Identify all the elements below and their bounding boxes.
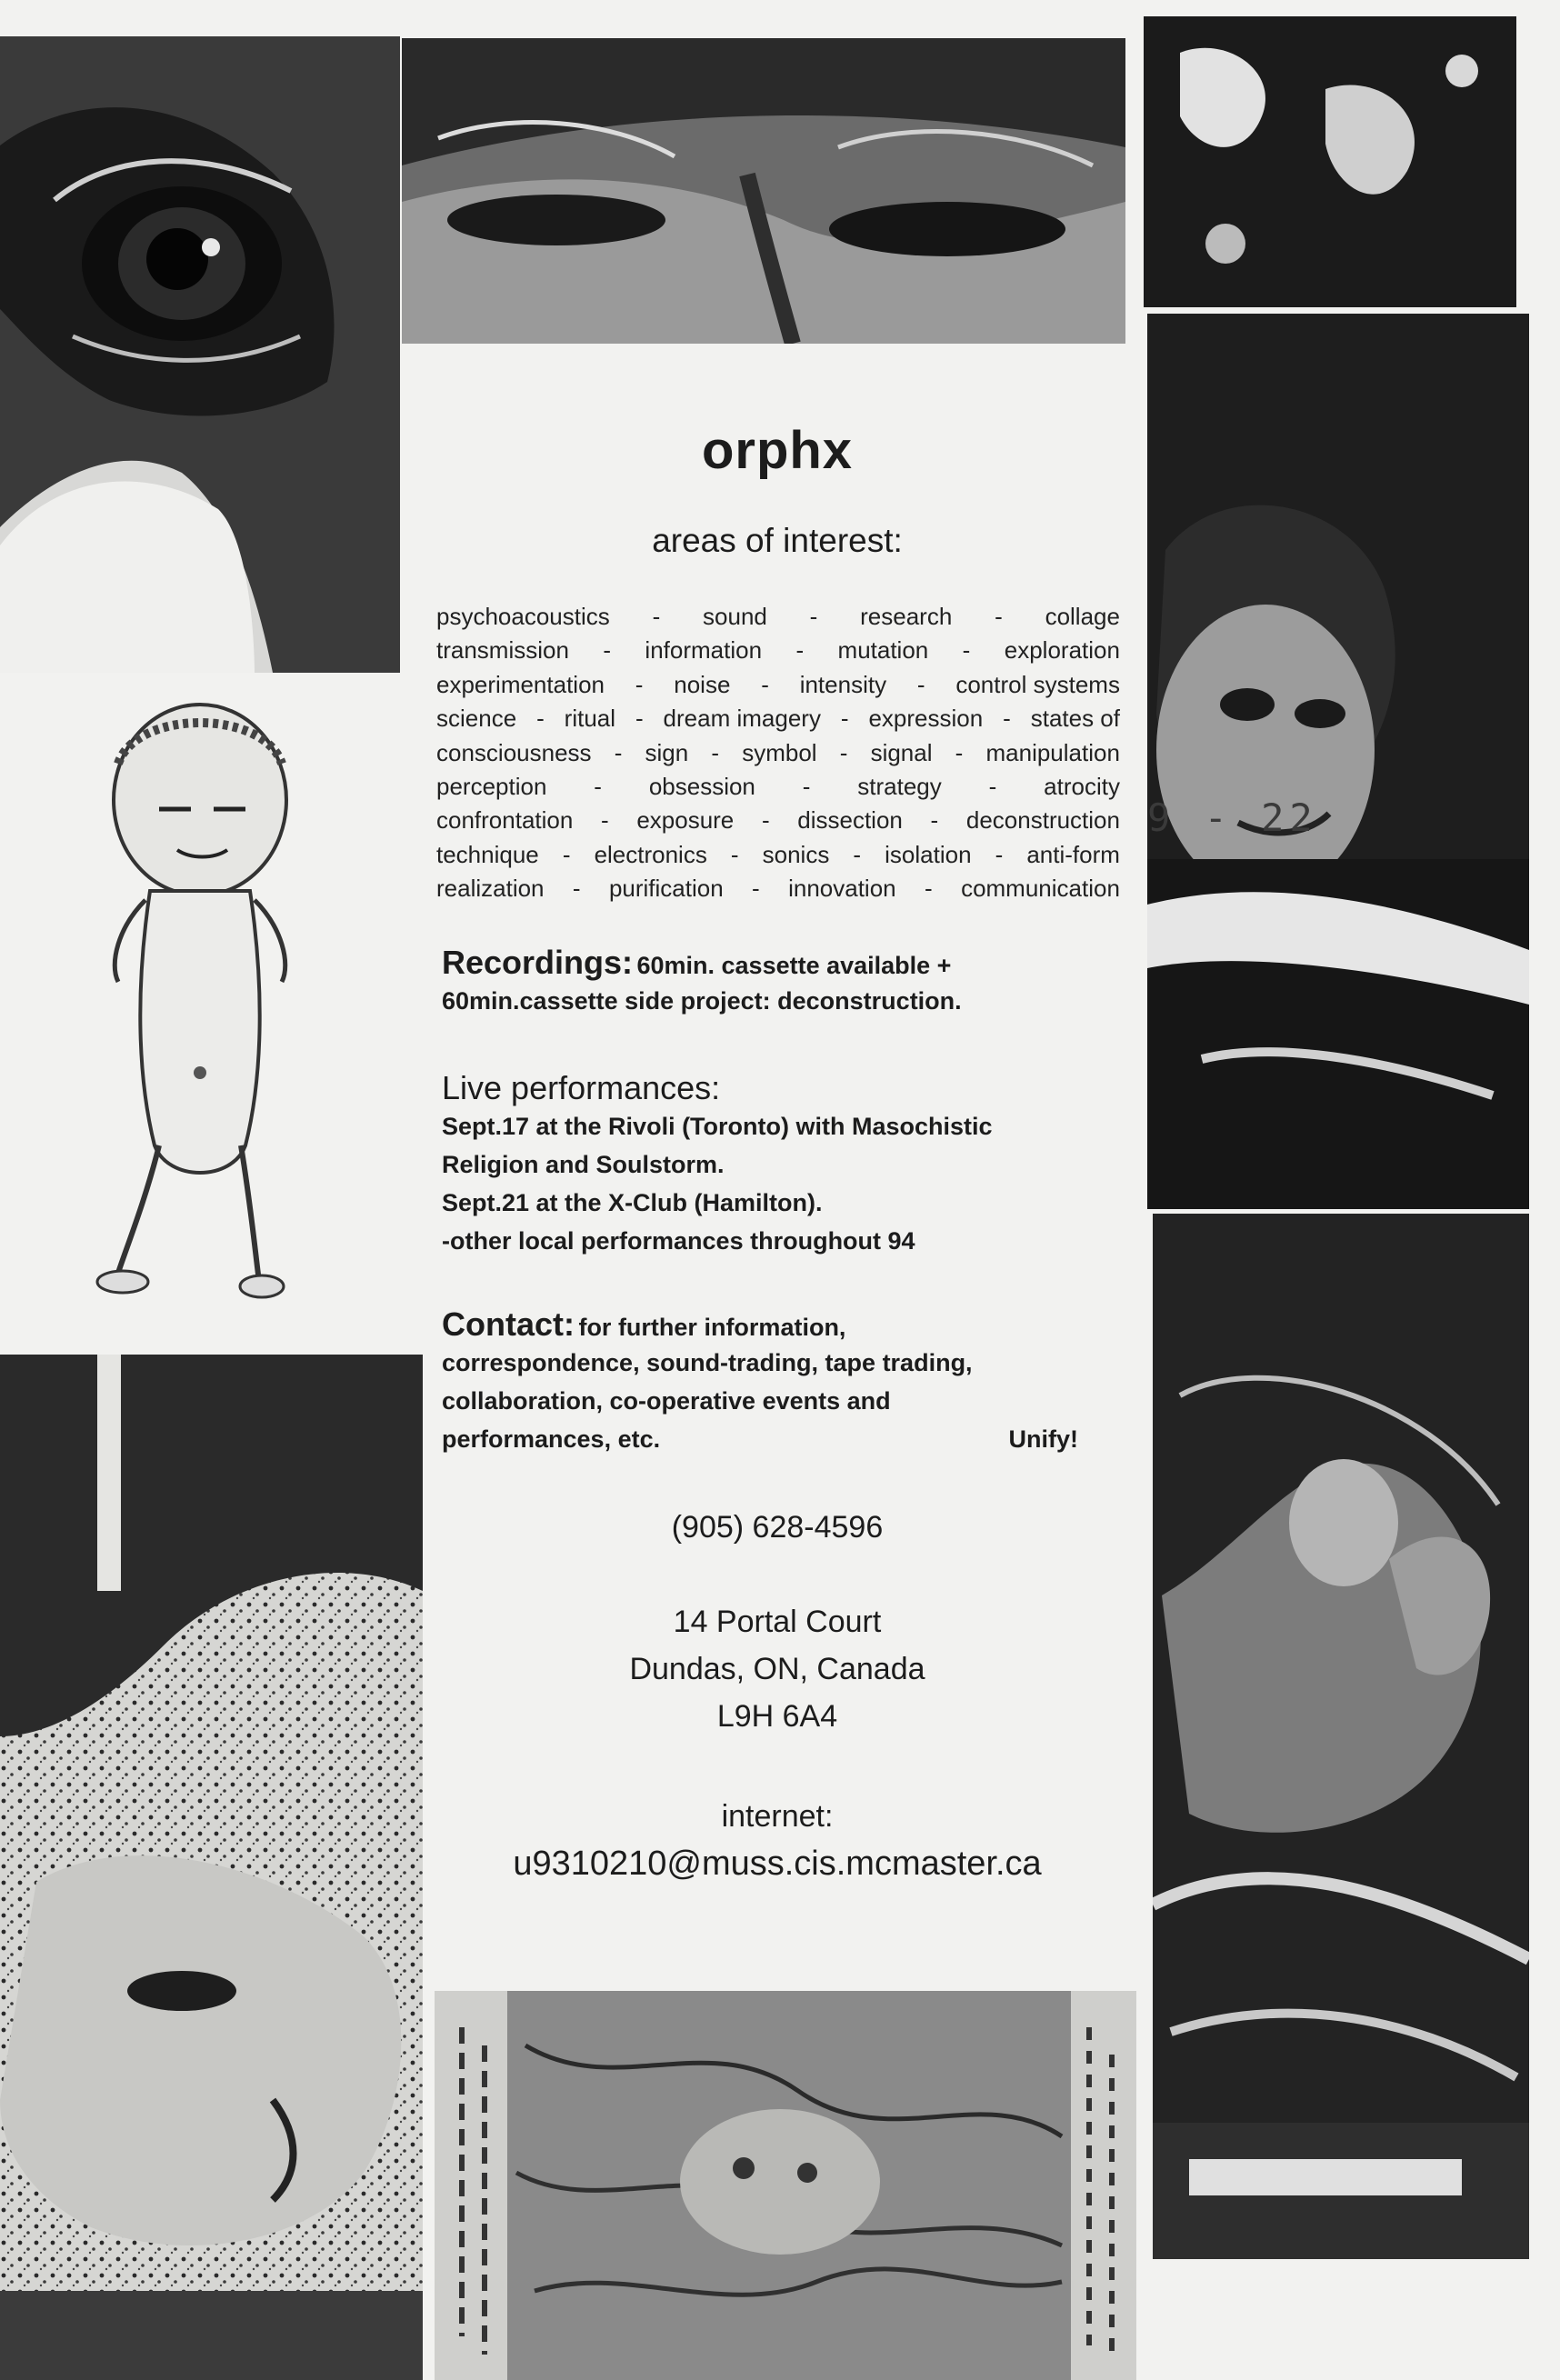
keyword-line <box>436 872 1120 905</box>
keyword-separator: - <box>594 773 602 801</box>
contact-heading: Contact: <box>442 1305 575 1343</box>
recordings-line-1 <box>442 944 1133 982</box>
keyword-separator: - <box>730 840 739 868</box>
phone-number: (905) 628-4596 <box>671 1510 884 1545</box>
band-title: orphx <box>701 421 854 480</box>
keyword: states of <box>1030 705 1120 733</box>
keyword: mutation <box>837 636 929 665</box>
keyword-separator: - <box>752 875 760 903</box>
keyword: confrontation <box>436 806 574 835</box>
keyword: communication <box>961 875 1120 903</box>
keyword-separator: - <box>562 840 571 868</box>
keyword: intensity <box>799 670 887 698</box>
keyword: manipulation <box>985 738 1120 766</box>
keyword: sign <box>645 738 689 766</box>
dark-texture-image <box>1144 16 1516 307</box>
keyword-line <box>436 702 1120 735</box>
contact-last-line <box>442 1420 1078 1458</box>
keyword-separator: - <box>711 738 720 766</box>
keyword-separator: - <box>853 840 862 868</box>
keyword: expression <box>868 705 984 733</box>
keyword: symbol <box>742 738 817 766</box>
keyword-separator: - <box>1003 705 1011 733</box>
keyword-separator: - <box>635 670 644 698</box>
recordings-text: 60min.cassette side project: deconstruction. <box>442 987 962 1015</box>
address-line: Dundas, ON, Canada <box>629 1652 925 1686</box>
keyword-separator: - <box>600 806 609 835</box>
keyword-separator: - <box>995 840 1004 868</box>
live-line: Religion and Soulstorm. <box>442 1151 725 1178</box>
keyword-separator: - <box>603 636 612 665</box>
keyword: atrocity <box>1044 773 1120 801</box>
live-line: -other local performances throughout 94 <box>442 1227 915 1255</box>
keyword: collage <box>1045 603 1120 630</box>
keyword: perception <box>436 773 547 801</box>
keyword-separator: - <box>955 738 964 766</box>
keyword: science <box>436 705 517 733</box>
keyword: noise <box>674 670 731 698</box>
keyword-separator: - <box>809 603 818 630</box>
address-block <box>427 1598 1127 1740</box>
keyword-separator: - <box>761 806 770 835</box>
address-line: 14 Portal Court <box>673 1605 882 1639</box>
keyword-separator: - <box>761 670 769 698</box>
keyword: dissection <box>797 806 903 835</box>
keyword: ritual <box>564 705 616 733</box>
recordings-text: 60min. cassette available + <box>636 952 952 979</box>
areas-subtitle: areas of interest: <box>652 522 903 559</box>
keyword: anti-form <box>1026 840 1120 868</box>
keyword-block <box>436 600 1120 906</box>
eye-closeup-image <box>0 36 400 673</box>
contact-line-1 <box>442 1305 1133 1344</box>
keyword: experimentation <box>436 670 605 698</box>
keyword-separator: - <box>995 603 1003 630</box>
keyword-line <box>436 804 1120 837</box>
keyword-separator: - <box>536 705 545 733</box>
keyword: psychoacoustics <box>436 603 610 630</box>
keyword-separator: - <box>572 875 581 903</box>
contact-text: performances, etc. <box>442 1425 661 1453</box>
keyword-separator: - <box>988 773 997 801</box>
keyword: sound <box>703 603 767 630</box>
keyword-separator: - <box>652 603 661 630</box>
keyword: research <box>860 603 953 630</box>
keyword: sonics <box>762 840 830 868</box>
keyword: dream imagery <box>663 705 821 733</box>
internet-block <box>427 1793 1127 1887</box>
keyword-separator: - <box>839 738 848 766</box>
child-portrait-image <box>1147 314 1529 1209</box>
keyword-line <box>436 634 1120 667</box>
keyword: control systems <box>955 670 1120 698</box>
live-line: Sept.21 at the X-Club (Hamilton). <box>442 1189 823 1216</box>
keyword: signal <box>870 738 933 766</box>
keyword-line <box>436 770 1120 804</box>
keyword: information <box>645 636 763 665</box>
keyword: isolation <box>885 840 972 868</box>
keyword-separator: - <box>916 670 925 698</box>
keyword-separator: - <box>930 806 939 835</box>
keyword-separator: - <box>925 875 933 903</box>
baby-figure-illustration <box>82 691 318 1300</box>
keyword: deconstruction <box>965 806 1120 835</box>
keyword: exploration <box>1004 636 1120 665</box>
keyword: innovation <box>788 875 896 903</box>
contact-section <box>442 1305 1133 1458</box>
keyword: consciousness <box>436 738 592 766</box>
keyword: realization <box>436 875 545 903</box>
keyword-line <box>436 838 1120 872</box>
keyword: obsession <box>648 773 755 801</box>
keyword: strategy <box>857 773 942 801</box>
recordings-heading: Recordings: <box>442 944 634 981</box>
contact-text: for further information, <box>578 1314 846 1341</box>
photo-caption: 9 - 22 <box>1147 795 1318 840</box>
keyword: transmission <box>436 636 569 665</box>
contact-text: collaboration, co-operative events and <box>442 1387 891 1415</box>
keyword-separator: - <box>802 773 811 801</box>
woodcut-figure-image <box>1153 1214 1529 2259</box>
unify-text: Unify! <box>1008 1425 1078 1453</box>
keyword-line <box>436 736 1120 770</box>
keyword: electronics <box>594 840 707 868</box>
live-heading: Live performances: <box>442 1069 721 1106</box>
keyword-separator: - <box>962 636 971 665</box>
keyword-separator: - <box>635 705 644 733</box>
speckled-face-image <box>0 1355 423 2380</box>
keyword: exposure <box>636 806 735 835</box>
keyword-line <box>436 668 1120 702</box>
contact-text: correspondence, sound-trading, tape trading, <box>442 1349 973 1376</box>
keyword-separator: - <box>614 738 623 766</box>
email-link[interactable]: u9310210@muss.cis.mcmaster.ca <box>513 1845 1042 1883</box>
live-section <box>442 1069 1133 1260</box>
keyword-separator: - <box>795 636 805 665</box>
keyword-line <box>436 600 1120 634</box>
recordings-section <box>442 944 1133 1020</box>
flyer-text-column <box>427 0 1127 2380</box>
keyword: purification <box>608 875 724 903</box>
address-line: L9H 6A4 <box>716 1699 838 1734</box>
live-line: Sept.17 at the Rivoli (Toronto) with Masochistic <box>442 1113 993 1140</box>
keyword-separator: - <box>840 705 849 733</box>
keyword: technique <box>436 840 539 868</box>
internet-label: internet: <box>721 1799 834 1834</box>
